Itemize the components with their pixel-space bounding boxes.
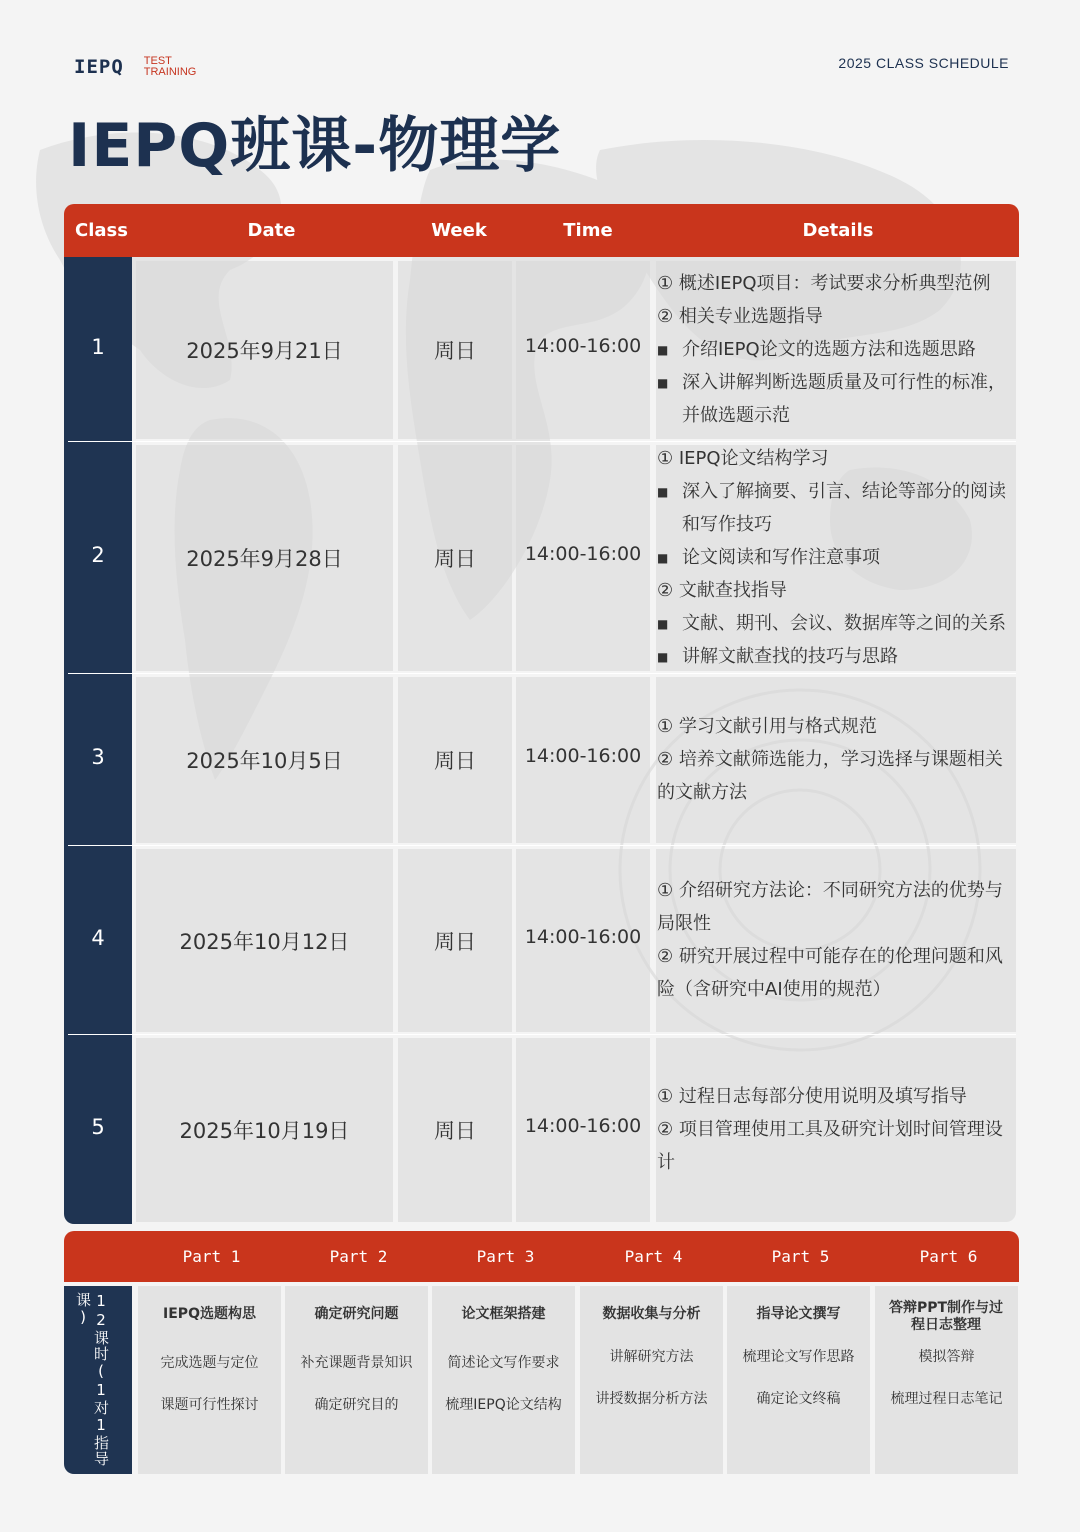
date-cell: 2025年10月19日 xyxy=(179,1119,350,1143)
details-text: 局限性 xyxy=(657,912,711,934)
details-text: 论文阅读和写作注意事项 xyxy=(682,546,880,568)
details-text: ② 项目管理使用工具及研究计划时间管理设 xyxy=(657,1118,1003,1140)
details-line xyxy=(657,1080,1017,1113)
part-item: 讲解研究方法 xyxy=(609,1349,694,1365)
column-header-details: Details xyxy=(802,220,874,241)
details-line xyxy=(657,442,1017,475)
time-cell: 14:00-16:00 xyxy=(524,925,642,948)
details-line xyxy=(657,640,1017,673)
part-cell xyxy=(432,1286,575,1474)
details-line xyxy=(657,874,1017,907)
part-title: 论文框架搭建 xyxy=(461,1306,546,1322)
details-line xyxy=(657,907,1017,940)
part-item: 简述论文写作要求 xyxy=(447,1355,560,1371)
column-header-date: Date xyxy=(247,220,296,241)
details-text: 并做选题示范 xyxy=(682,404,790,426)
part-title: 数据收集与分析 xyxy=(602,1306,701,1322)
bullet-icon: ■ xyxy=(657,616,669,631)
details-line xyxy=(657,508,1017,541)
row-divider xyxy=(68,845,1016,846)
details-line xyxy=(657,267,1017,300)
part-cell xyxy=(875,1286,1018,1474)
details-text: ① 概述IEPQ项目：考试要求分析典型范例 xyxy=(657,272,991,294)
week-cell: 周日 xyxy=(434,547,476,571)
class-number: 2 xyxy=(91,543,105,567)
part-item: 补充课题背景知识 xyxy=(300,1355,413,1371)
class-number: 4 xyxy=(91,925,105,950)
schedule-table-body xyxy=(64,257,1019,1224)
details-line xyxy=(657,333,1017,366)
details-text: 和写作技巧 xyxy=(682,513,772,535)
week-cell: 周日 xyxy=(434,339,476,363)
details-text: 深入讲解判断选题质量及可行性的标准， xyxy=(682,371,1006,393)
part-item: 课题可行性探讨 xyxy=(160,1397,259,1413)
logo-subtitle-line1: TEST xyxy=(143,55,172,67)
bullet-icon: ■ xyxy=(657,550,669,565)
details-line xyxy=(657,300,1017,333)
bullet-icon: ■ xyxy=(657,649,669,664)
class-column xyxy=(64,257,132,1224)
details-cell xyxy=(657,442,1017,673)
column-header-time: Time xyxy=(563,220,613,241)
logo-subtitle-line2: TRAINING xyxy=(143,66,197,78)
details-text: ① IEPQ论文结构学习 xyxy=(657,447,829,469)
details-line xyxy=(657,366,1017,399)
time-cell: 14:00-16:00 xyxy=(524,335,642,357)
details-text: ② 研究开展过程中可能存在的伦理问题和风 xyxy=(657,945,1003,967)
details-cell xyxy=(657,874,1017,1006)
date-cell: 2025年10月12日 xyxy=(179,929,350,954)
date-cell: 2025年10月5日 xyxy=(186,749,343,773)
details-text: 深入了解摘要、引言、结论等部分的阅读 xyxy=(682,480,1006,502)
date-cell: 2025年9月21日 xyxy=(186,339,343,363)
details-text: ① 介绍研究方法论：不同研究方法的优势与 xyxy=(657,879,1003,901)
details-line xyxy=(657,1113,1017,1146)
details-line xyxy=(657,743,1017,776)
part-title: 答辩PPT制作与过程日志整理 xyxy=(888,1300,1004,1333)
part-title: 确定研究问题 xyxy=(314,1306,399,1322)
part-item: 梳理论文写作思路 xyxy=(742,1349,855,1365)
part-title: 指导论文撰写 xyxy=(756,1306,841,1322)
details-line xyxy=(657,541,1017,574)
date-cell: 2025年9月28日 xyxy=(186,547,343,571)
details-cell xyxy=(657,1080,1017,1179)
details-text: ② 培养文献筛选能力，学习选择与课题相关 xyxy=(657,748,1003,770)
logo-text: IEPQ xyxy=(74,56,124,78)
column-header-week: Week xyxy=(431,220,487,241)
details-line xyxy=(657,399,1017,432)
part-header: Part 6 xyxy=(919,1247,978,1266)
details-text: ① 学习文献引用与格式规范 xyxy=(657,715,877,737)
details-line xyxy=(657,574,1017,607)
bullet-icon: ■ xyxy=(657,342,669,357)
part-item: 模拟答辩 xyxy=(918,1349,975,1365)
row-divider xyxy=(68,1034,1016,1035)
details-text: ① 过程日志每部分使用说明及填写指导 xyxy=(657,1085,967,1107)
class-number: 5 xyxy=(91,1115,105,1139)
details-line xyxy=(657,710,1017,743)
details-line xyxy=(657,607,1017,640)
part-header: Part 4 xyxy=(624,1247,683,1266)
parts-table-header xyxy=(64,1231,1019,1282)
details-line xyxy=(657,475,1017,508)
details-line xyxy=(657,776,1017,809)
page-title: IEPQ班课-物理学 xyxy=(68,111,562,181)
week-cell: 周日 xyxy=(434,1119,476,1143)
details-text: 的文献方法 xyxy=(657,781,747,803)
time-cell: 14:00-16:00 xyxy=(524,543,642,565)
part-cell xyxy=(138,1286,281,1474)
week-cell: 周日 xyxy=(434,929,476,954)
time-cell: 14:00-16:00 xyxy=(524,745,642,767)
schedule-table-header xyxy=(64,204,1019,257)
part-header: Part 3 xyxy=(476,1247,535,1266)
class-number: 3 xyxy=(91,745,105,769)
part-cell xyxy=(727,1286,870,1474)
details-cell xyxy=(657,710,1017,809)
time-cell: 14:00-16:00 xyxy=(524,1115,642,1137)
schedule-tag: 2025 CLASS SCHEDULE xyxy=(838,55,1009,71)
part-cell xyxy=(285,1286,428,1474)
details-text: 计 xyxy=(657,1151,675,1173)
row-divider xyxy=(68,673,1016,674)
bullet-icon: ■ xyxy=(657,484,669,499)
part-item: 确定论文终稿 xyxy=(756,1391,841,1407)
part-header: Part 1 xyxy=(182,1247,241,1266)
part-header: Part 2 xyxy=(329,1247,388,1266)
part-item: 确定研究目的 xyxy=(314,1397,399,1413)
details-line xyxy=(657,940,1017,973)
bullet-icon: ■ xyxy=(657,375,669,390)
details-text: ② 文献查找指导 xyxy=(657,579,787,601)
part-item: 完成选题与定位 xyxy=(160,1355,259,1371)
details-line xyxy=(657,1146,1017,1179)
parts-side-label: 12课时(1对1指导课) xyxy=(74,1292,110,1467)
details-line xyxy=(657,973,1017,1006)
part-item: 梳理IEPQ论文结构 xyxy=(445,1397,562,1413)
part-title: IEPQ选题构思 xyxy=(163,1306,256,1322)
column-header-class: Class xyxy=(75,220,128,241)
class-number: 1 xyxy=(91,335,105,359)
parts-side-label-cell xyxy=(64,1286,132,1474)
details-text: ② 相关专业选题指导 xyxy=(657,305,823,327)
brand-logo xyxy=(74,56,196,78)
details-text: 险（含研究中AI使用的规范） xyxy=(657,978,891,1000)
logo-subtitle xyxy=(144,56,197,78)
details-text: 讲解文献查找的技巧与思路 xyxy=(682,645,898,667)
part-item: 梳理过程日志笔记 xyxy=(890,1391,1003,1407)
week-cell: 周日 xyxy=(434,749,476,773)
part-item: 讲授数据分析方法 xyxy=(595,1391,708,1407)
part-header: Part 5 xyxy=(771,1247,830,1266)
part-cell xyxy=(580,1286,723,1474)
details-cell xyxy=(657,267,1017,432)
details-text: 文献、期刊、会议、数据库等之间的关系 xyxy=(682,612,1006,634)
parts-table-body xyxy=(64,1286,1019,1474)
details-text: 介绍IEPQ论文的选题方法和选题思路 xyxy=(682,338,976,360)
